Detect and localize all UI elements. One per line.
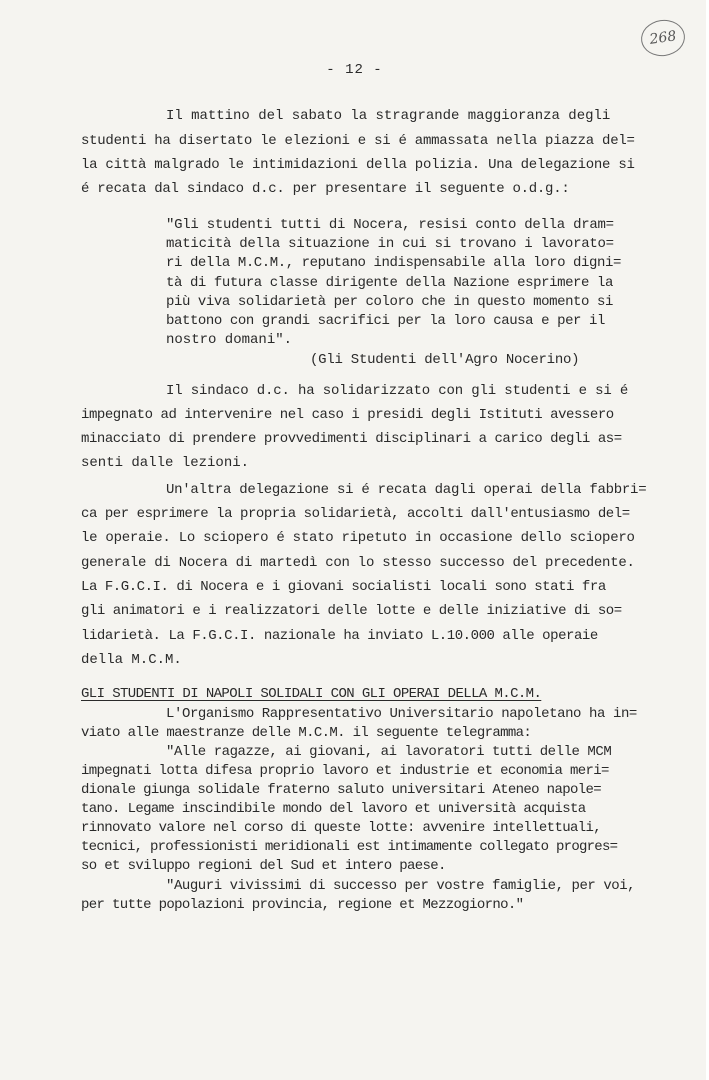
- paragraph-line: generale di Nocera di martedì con lo stesso successo del precedente.: [81, 555, 635, 571]
- quote-line: "Gli studenti tutti di Nocera, resisi conto della dram=: [166, 217, 614, 233]
- telegram-line: "Alle ragazze, ai giovani, ai lavoratori tutti delle MCM: [166, 744, 612, 760]
- paragraph-line: é recata dal sindaco d.c. per presentare il seguente o.d.g.:: [81, 181, 570, 197]
- telegram-line: rinnovato valore nel corso di queste lotte: avvenire intellettuali,: [81, 820, 602, 836]
- telegram-line: impegnati lotta difesa proprio lavoro et industrie et economia meri=: [81, 763, 609, 779]
- quote-line: ri della M.C.M., reputano indispensabile alla loro digni=: [166, 255, 621, 271]
- paragraph-line: ca per esprimere la propria solidarietà, accolti dall'entusiasmo del=: [81, 506, 630, 522]
- quote-signature: (Gli Studenti dell'Agro Nocerino): [310, 352, 580, 368]
- quote-line: battono con grandi sacrifici per la loro causa e per il: [166, 313, 605, 329]
- quote-line: tà di futura classe dirigente della Nazione esprimere la: [166, 275, 613, 291]
- paragraph-line: impegnato ad intervenire nel caso i presidi degli Istituti avessero: [81, 407, 614, 423]
- paragraph-line: L'Organismo Rappresentativo Universitario napoletano ha in=: [166, 706, 637, 722]
- paragraph-line: lidarietà. La F.G.C.I. nazionale ha inviato L.10.000 alle operaie: [81, 628, 598, 644]
- section-heading: GLI STUDENTI DI NAPOLI SOLIDALI CON GLI OPERAI DELLA M.C.M.: [81, 686, 542, 702]
- paragraph-line: senti dalle lezioni.: [81, 455, 250, 471]
- telegram-line: tecnici, professionisti meridionali est intimamente collegato progres=: [81, 839, 618, 855]
- quote-line: più viva solidarietà per coloro che in questo momento si: [166, 294, 613, 310]
- quote-line: nostro domani".: [166, 332, 293, 348]
- paragraph-line: minacciato di prendere provvedimenti disciplinari a carico degli as=: [81, 431, 622, 447]
- telegram-line: per tutte popolazioni provincia, regione et Mezzogiorno.": [81, 897, 524, 913]
- paragraph-line: le operaie. Lo sciopero é stato ripetuto in occasione dello sciopero: [81, 530, 635, 546]
- telegram-line: tano. Legame inscindibile mondo del lavoro et università acquista: [81, 801, 586, 817]
- telegram-line: "Auguri vivissimi di successo per vostre famiglie, per voi,: [166, 878, 636, 894]
- paragraph-line: Il mattino del sabato la stragrande maggioranza degli: [166, 108, 611, 124]
- paragraph-line: La F.G.C.I. di Nocera e i giovani socialisti locali sono stati fra: [81, 579, 606, 595]
- paragraph-line: la città malgrado le intimidazioni della polizia. Una delegazione si: [81, 157, 635, 173]
- paragraph-line: studenti ha disertato le elezioni e si é ammassata nella piazza del=: [81, 133, 635, 149]
- paragraph-line: Il sindaco d.c. ha solidarizzato con gli studenti e si é: [166, 383, 629, 399]
- archive-page-stamp: 268: [639, 17, 688, 59]
- page-number: - 12 -: [326, 62, 383, 78]
- paragraph-line: della M.C.M.: [81, 652, 182, 668]
- quote-line: maticità della situazione in cui si trovano i lavorato=: [166, 236, 614, 252]
- paragraph-line: Un'altra delegazione si é recata dagli operai della fabbri=: [166, 482, 647, 498]
- paragraph-line: viato alle maestranze delle M.C.M. il seguente telegramma:: [81, 725, 532, 741]
- telegram-line: so et sviluppo regioni del Sud et intero paese.: [81, 858, 446, 874]
- paragraph-line: gli animatori e i realizzatori delle lotte e delle iniziative di so=: [81, 603, 622, 619]
- telegram-line: dionale giunga solidale fraterno saluto universitari Ateneo napole=: [81, 782, 602, 798]
